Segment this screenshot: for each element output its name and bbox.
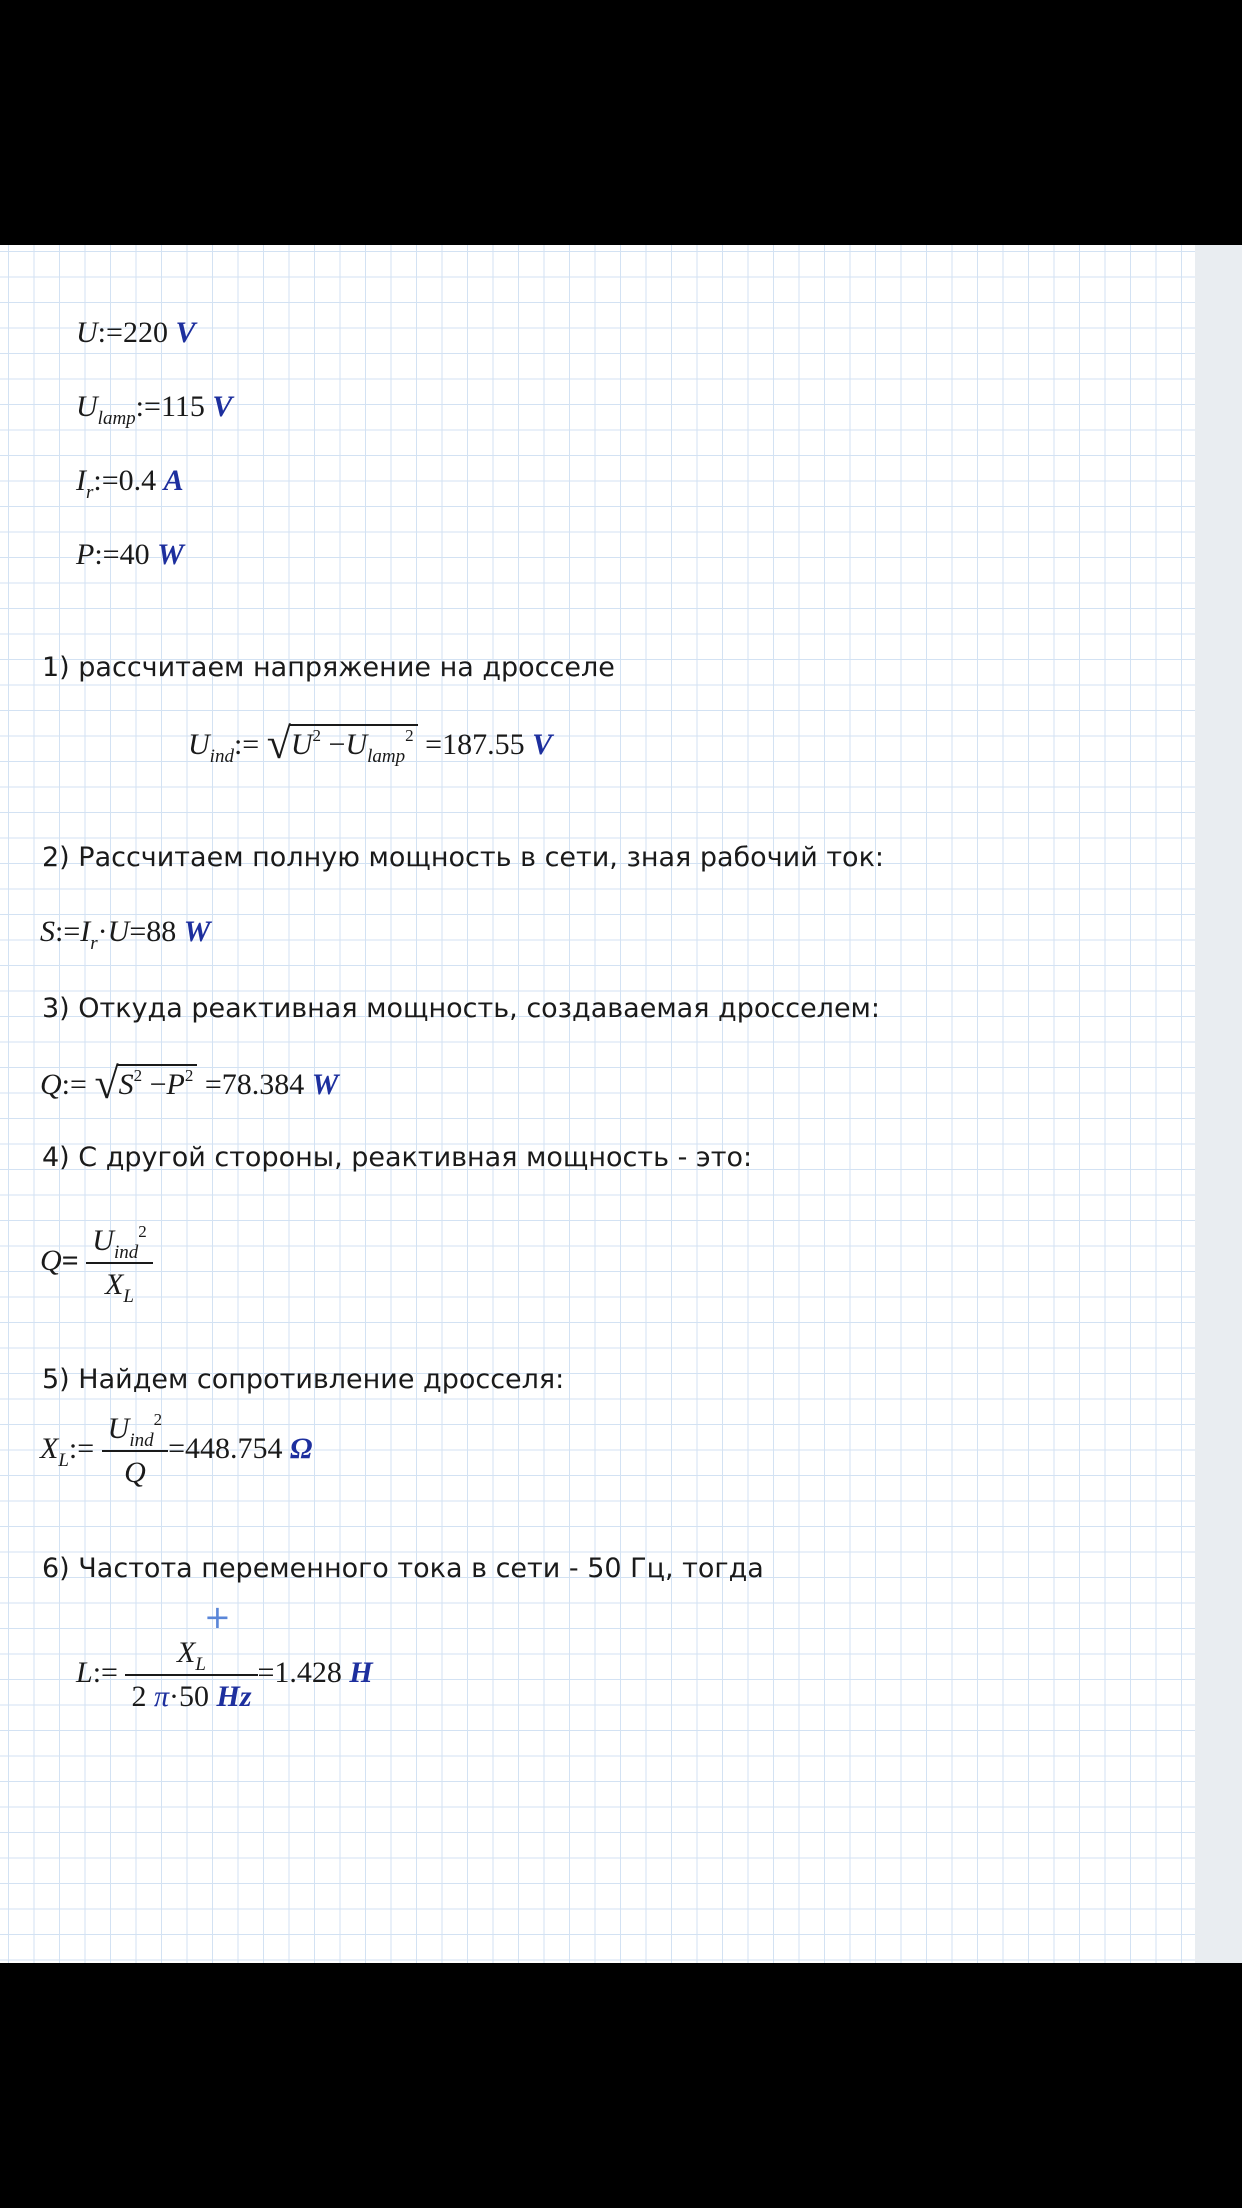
step-4-text: 4) С другой стороны, реактивная мощность - это: bbox=[42, 1142, 753, 1173]
scrollbar-track[interactable] bbox=[1195, 245, 1242, 1963]
step-1-text: 1) рассчитаем напряжение на дросселе bbox=[42, 652, 615, 683]
unit-ohm: Ω bbox=[290, 1431, 313, 1465]
fraction: $\frac{U_{ind}^2}{X_L}$ bbox=[86, 1226, 152, 1300]
assign-ir[interactable]: $I_r:=0.4$ A bbox=[76, 464, 184, 503]
assign-u[interactable]: U:=220 V bbox=[76, 316, 196, 349]
unit-volt: V bbox=[212, 390, 233, 423]
unit-volt: V bbox=[532, 728, 553, 761]
expr-q-definition[interactable]: Q= $\frac{U_{ind}^2}{X_L}$ bbox=[40, 1226, 153, 1300]
unit-watt: W bbox=[157, 538, 184, 571]
unit-watt: W bbox=[183, 915, 211, 948]
sqrt-radical: $√U^2 -U_{lamp}^2$ bbox=[267, 718, 418, 762]
assign-p[interactable]: P:=40 W bbox=[76, 538, 184, 571]
unit-ampere: A bbox=[163, 464, 184, 497]
assign-ulamp[interactable]: $U_{lamp}:=115$ V bbox=[76, 390, 233, 429]
step-5-text: 5) Найдем сопротивление дросселя: bbox=[42, 1364, 565, 1395]
sqrt-radical: $√S^2 -P^2$ bbox=[94, 1058, 197, 1102]
expr-uind[interactable]: $U_{ind}:= √U^2 -U_{lamp}^2 =187.55$ V bbox=[188, 719, 553, 768]
expr-q[interactable]: Q:= $√S^2 -P^2 =78.384$ W bbox=[40, 1059, 339, 1108]
unit-hertz: Hz bbox=[216, 1680, 252, 1713]
fraction: $\frac{X_L}{2 \pi\cdot 50 Hz}$ bbox=[125, 1638, 257, 1712]
unit-henry: H bbox=[349, 1655, 373, 1689]
crosshair-cursor-icon: + bbox=[204, 1598, 231, 1636]
step-3-text: 3) Откуда реактивная мощность, создаваемая дросселем: bbox=[42, 993, 881, 1024]
expr-s[interactable]: $S:=I_r\cdot U=88$ W bbox=[40, 915, 211, 954]
unit-watt: W bbox=[311, 1068, 339, 1101]
unit-volt: V bbox=[175, 316, 196, 349]
expr-xl[interactable]: $X_L:=$ $\frac{U_{ind}^2}{Q}$ =448.754 Ω bbox=[40, 1410, 313, 1489]
expr-l[interactable]: L:= $\frac{X_L}{2 \pi\cdot 50 Hz}$ =1.428 H bbox=[76, 1636, 373, 1713]
step-2-text: 2) Рассчитаем полную мощность в сети, зная рабочий ток: bbox=[42, 842, 884, 873]
fraction: $\frac{U_{ind}^2}{Q}$ bbox=[102, 1414, 168, 1488]
step-6-text: 6) Частота переменного тока в сети - 50 Гц, тогда bbox=[42, 1553, 764, 1584]
